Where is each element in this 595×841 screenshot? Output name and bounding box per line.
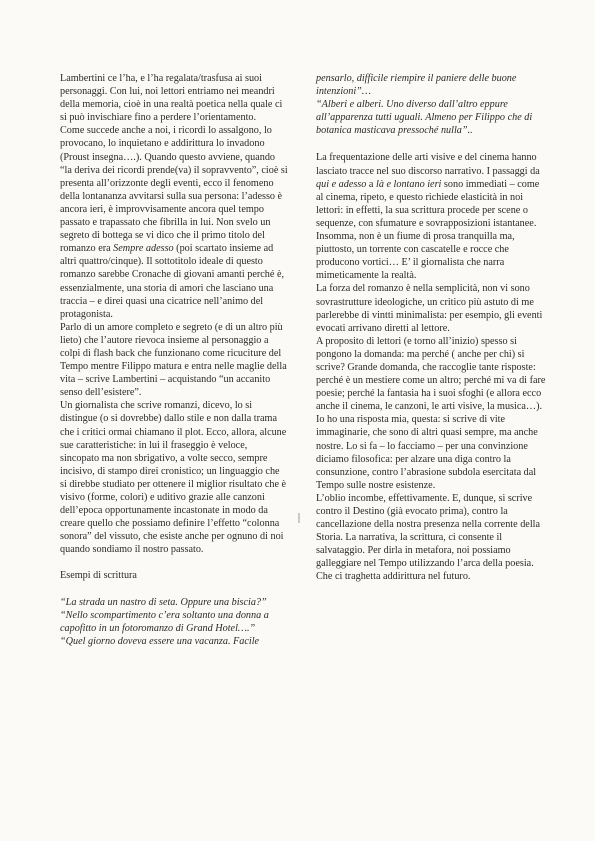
quote: “Alberi e alberi. Uno diverso dall’altro eppure all’apparenza tutti uguali. Almeno per Filippo che di botanica masticava pressoché nulla”..	[316, 99, 533, 137]
paragraph	[60, 124, 288, 320]
paragraph: La forza del romanzo è nella semplicità, non vi sono sovrastrutture ideologiche, un critico più astuto di me parlerebbe di vintti minimalista: per esempio, gli eventi evocati arrivano diretti al lettore.	[316, 283, 543, 334]
paragraph-text: a	[368, 178, 374, 190]
paragraph: Parlo di un amore completo e segreto (e di un altro più lieto) che l’autore rievoca insieme al personaggio a colpi di flash back che funzionano come ricuciture del Tempo mentre Filippo matura e entra nelle maglie della vita – scrive Lambertini – acquistando “un accanito senso dell’esistere”.	[60, 321, 287, 399]
paragraph: L’oblio incombe, effettivamente. E, dunque, si scrive contro il Destino (già evocato prima), contro la cancellazione della nostra presenza nella corrente della Storia. La narrativa, la scrittura, ci consente il salvataggio. Per dirla in metafora, noi possiamo galleggiare nel Tempo utilizzando l’arca della poesia. Che ci traghetta addirittura nel futuro.	[316, 492, 540, 583]
left-column	[60, 72, 288, 648]
paragraph-text: La frequentazione delle arti visive e del cinema hanno lasciato tracce nel suo discorso narrativo. I passaggi da	[316, 152, 540, 177]
paragraph: Insomma, non è un fiume di prosa tranquilla ma, piuttosto, un torrente con cascatelle e rocce che producono vortici… E’ il giornalista che narra mimeticamente la realtà.	[316, 231, 515, 282]
paragraph-text: sono immediati – come al cinema, ripeto, e questo richiede elasticità in noi lettori: in effetti, la sua scrittura procede per scene o sequenze, con sfumature e sovrapposizioni istantanee.	[316, 178, 540, 229]
emphasis: là e lontano ieri	[376, 178, 442, 190]
right-column	[316, 72, 548, 584]
paragraph-text: Come succede anche a noi, i ricordi lo assalgono, lo provocano, lo inquietano e addirittura lo invadono (Proust insegna….). Quando questo avviene, quando “la deriva dei ricordi prende(va) il sopravvento”, cioè si presenta all’orizzonte degli eventi, ecco il fenomeno della lontananza avvitarsi sulla sua persona: l’adesso è ancora ieri, è improvvisamente ancora quel tempo passato e trapassato che fibrilla in lui. Non svelo un segreto di bottega se vi dico che il primo titolo del romanzo era	[60, 125, 288, 255]
quote: “Quel giorno doveva essere una vacanza. Facile	[60, 635, 260, 647]
emphasis: qui e adesso	[316, 178, 367, 190]
paragraph: Un giornalista che scrive romanzi, dicevo, lo si distingue (o si dovrebbe) dallo stile e non dalla trama che i critici ormai chiamano il plot. Ecco, allora, alcune sue caratteristiche: in lui il fraseggio è veloce, sincopato ma non sbrigativo, a volte secco, sempre incisivo, di stampo direi cronistico; un linguaggio che si direbbe studiato per ottenere il miglior risultato che è visivo (forme, colori) e uditivo grazie alle canzoni dell’epoca opportunamente incastonate in modo da creare quello che possiamo definire l’effetto “colonna sonora” del vissuto, che esiste anche per ognuno di noi quando sondiamo il nostro passato.	[60, 400, 287, 556]
quote: “Nello scompartimento c’era soltanto una donna a capofitto in un fotoromanzo di Grand Hotel….”	[60, 609, 269, 634]
book-title: Sempre adesso	[113, 243, 174, 255]
paragraph: A proposito di lettori (e torno all’inizio) spesso si pongono la domanda: ma perché ( anche per chi) si scrive? Grande domanda, che raccoglie tante risposte: perché è un mestiere come un altro; perché mi va di fare poesie; perché la fantasia ha i suoi sfoghi (e allora ecco anche il cinema, le canzoni, le arti visive, la musica…). Io ho una risposta mia, questa: si scrive di vite immaginarie, che sono di altri quasi sempre, ma anche nostre. Lo si fa – lo facciamo – per una convinzione diciamo filosofica: per alzare una diga contro la consunzione, contro l’abrasione subdola esercitata dal Tempo sulle nostre esistenze.	[316, 335, 546, 491]
paragraph-text: (poi scartato insieme ad altri quattro/cinque). Il sottotitolo ideale di questo romanzo sarebbe Cronache di giovani amanti perché è, essenzialmente, una storia di amori che lasciano una traccia – e direi quasi una cicatrice nell’animo del protagonista.	[60, 243, 285, 320]
quote: “La strada un nastro di seta. Oppure una biscia?”	[60, 596, 267, 608]
section-heading: Esempi di scrittura	[60, 570, 137, 582]
paragraph	[316, 151, 548, 230]
paragraph: Lambertini ce l’ha, e l’ha regalata/trasfusa ai suoi personaggi. Con lui, noi lettori entriamo nei meandri della memoria, cioè in una realtà poetica nella quale ci si può invischiare fino a perdere l’orientamento.	[60, 73, 283, 124]
quote: pensarlo, difficile riempire il paniere delle buone intenzioni”…	[316, 73, 517, 98]
scan-mark	[296, 513, 302, 523]
